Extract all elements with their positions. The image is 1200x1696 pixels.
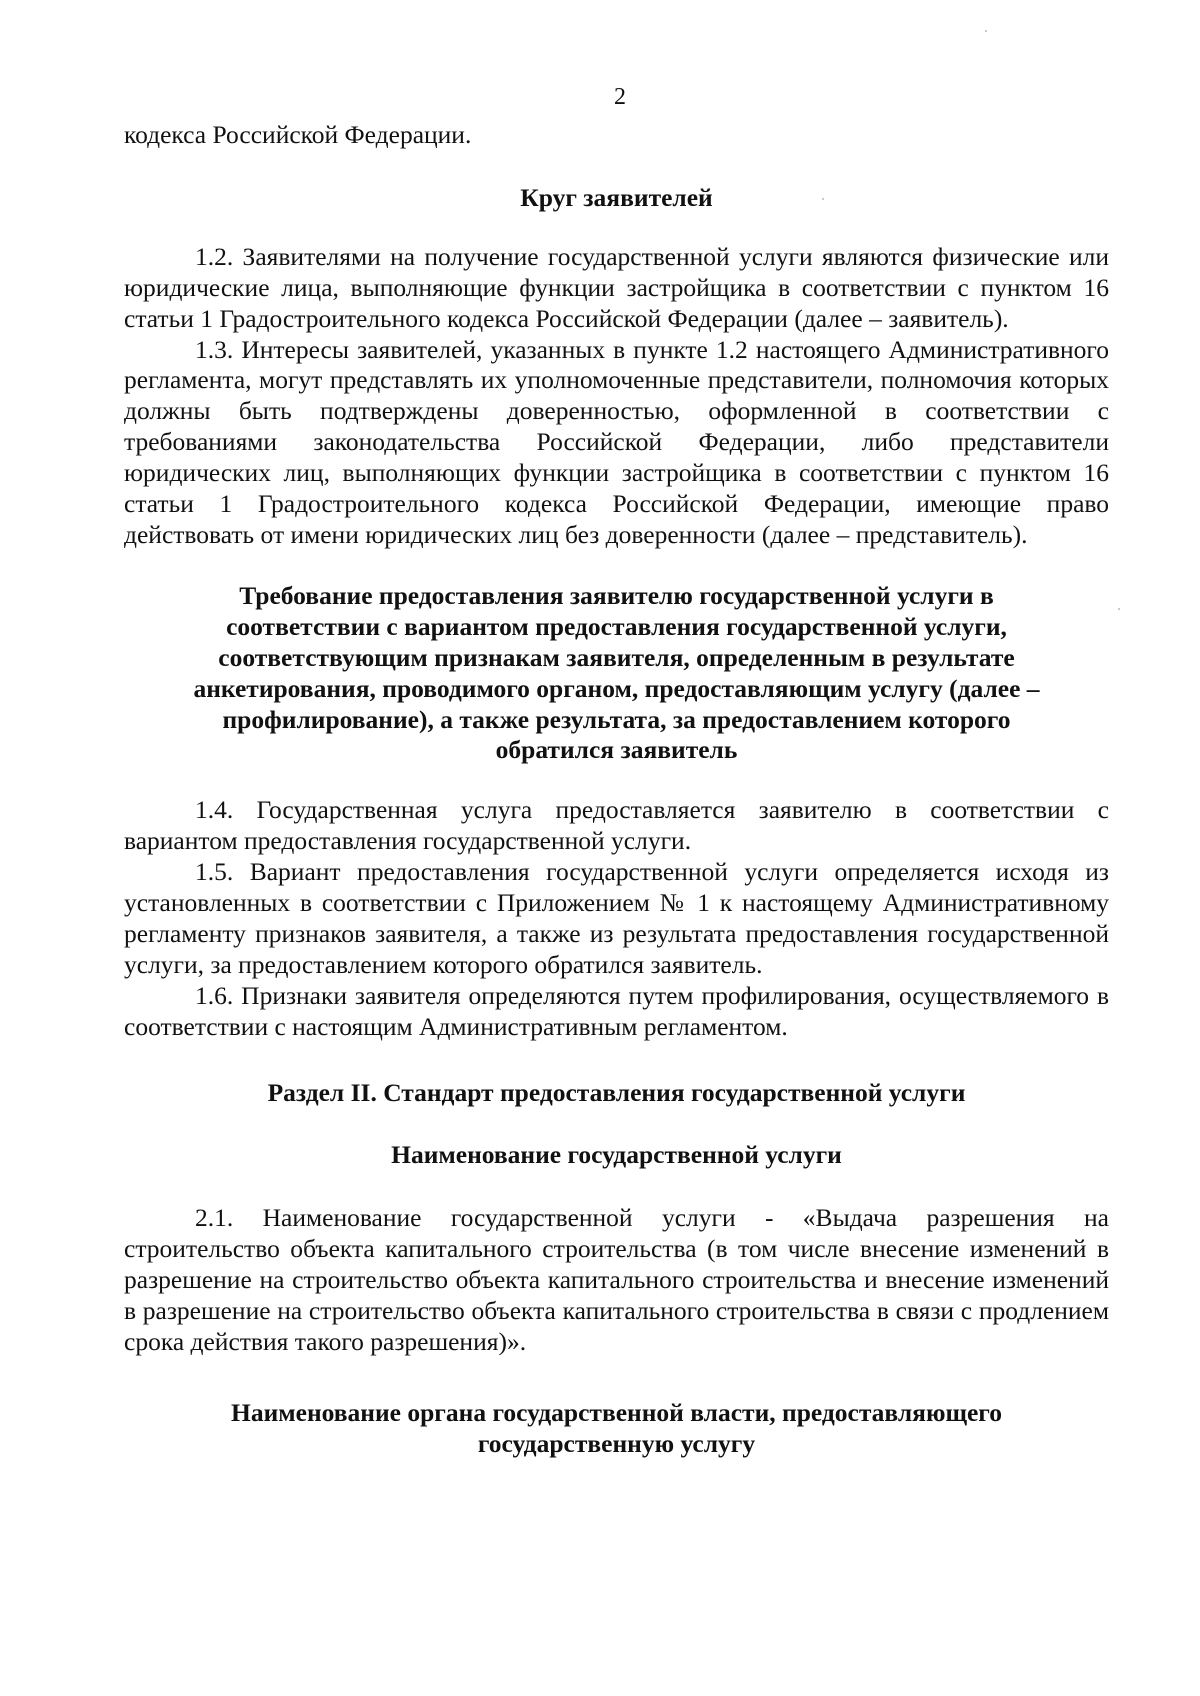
paragraph-2-1: 2.1. Наименование государственной услуги - «Выдача разрешения на строительство объекта капитального строительства (в том числе внесение изменений в разрешение на строительство объекта капитального строительства и внесение изменений в разрешение на строительство объекта капитального строительства в связи с продлением срока действия такого разрешения)». bbox=[124, 1203, 1109, 1356]
heading-section-2: Раздел II. Стандарт предоставления государственной услуги bbox=[267, 1077, 966, 1107]
paragraph-1-6: 1.6. Признаки заявителя определяются путем профилирования, осуществляемого в соответствии с настоящим Административным регламентом. bbox=[124, 980, 1109, 1041]
paragraph-1-4: 1.4. Государственная услуга предоставляется заявителю в соответствии с вариантом предоставления государственной услуги. bbox=[124, 795, 1109, 856]
paragraph-1-2: 1.2. Заявителями на получение государственной услуги являются физические или юридические лица, выполняющие функции застройщика в соответствии с пунктом 16 статьи 1 Градостроительного кодекса Российской Федерации (далее – заявитель). bbox=[124, 241, 1109, 333]
paragraph-1-3: 1.3. Интересы заявителей, указанных в пункте 1.2 настоящего Административного регламента, могут представлять их уполномоченные представители, полномочия которых должны быть подтверждены доверенностью, оформленной в соответствии с требованиями законодательства Российской Федерации, либо представители юридических лиц, выполняющих функции застройщика в соответствии с пунктом 16 статьи 1 Градостроительного кодекса Российской Федерации, имеющие право действовать от имени юридических лиц без доверенности (далее – представитель). bbox=[124, 334, 1109, 549]
heading-authority: Наименование органа государственной власти, предоставляющего государственную услугу bbox=[231, 1397, 1002, 1458]
paragraph-1-5: 1.5. Вариант предоставления государственной услуги определяется исходя из установленных в соответствии с Приложением № 1 к настоящему Административному регламенту признаков заявителя, а также из результата предоставления государственной услуги, за предоставлением которого обратился заявитель. bbox=[124, 857, 1109, 979]
heading-requirement: Требование предоставления заявителю государственной услуги в соответствии с вариантом предоставления государственной услуги, соответствующим признакам заявителя, определенным в результате анкетирования, проводимого органом, предоставляющим услугу (далее – профилирование), а также результата, за предоставлением которого обратился заявитель bbox=[193, 580, 1040, 765]
heading-service-name: Наименование государственной услуги bbox=[391, 1140, 842, 1170]
document-body bbox=[124, 120, 1109, 1460]
page-number: 2 bbox=[614, 84, 626, 110]
scan-speck bbox=[985, 30, 987, 32]
scan-speck bbox=[1118, 608, 1120, 610]
heading-applicants: Круг заявителей bbox=[520, 182, 713, 212]
intro-line: кодекса Российской Федерации. bbox=[124, 120, 472, 149]
